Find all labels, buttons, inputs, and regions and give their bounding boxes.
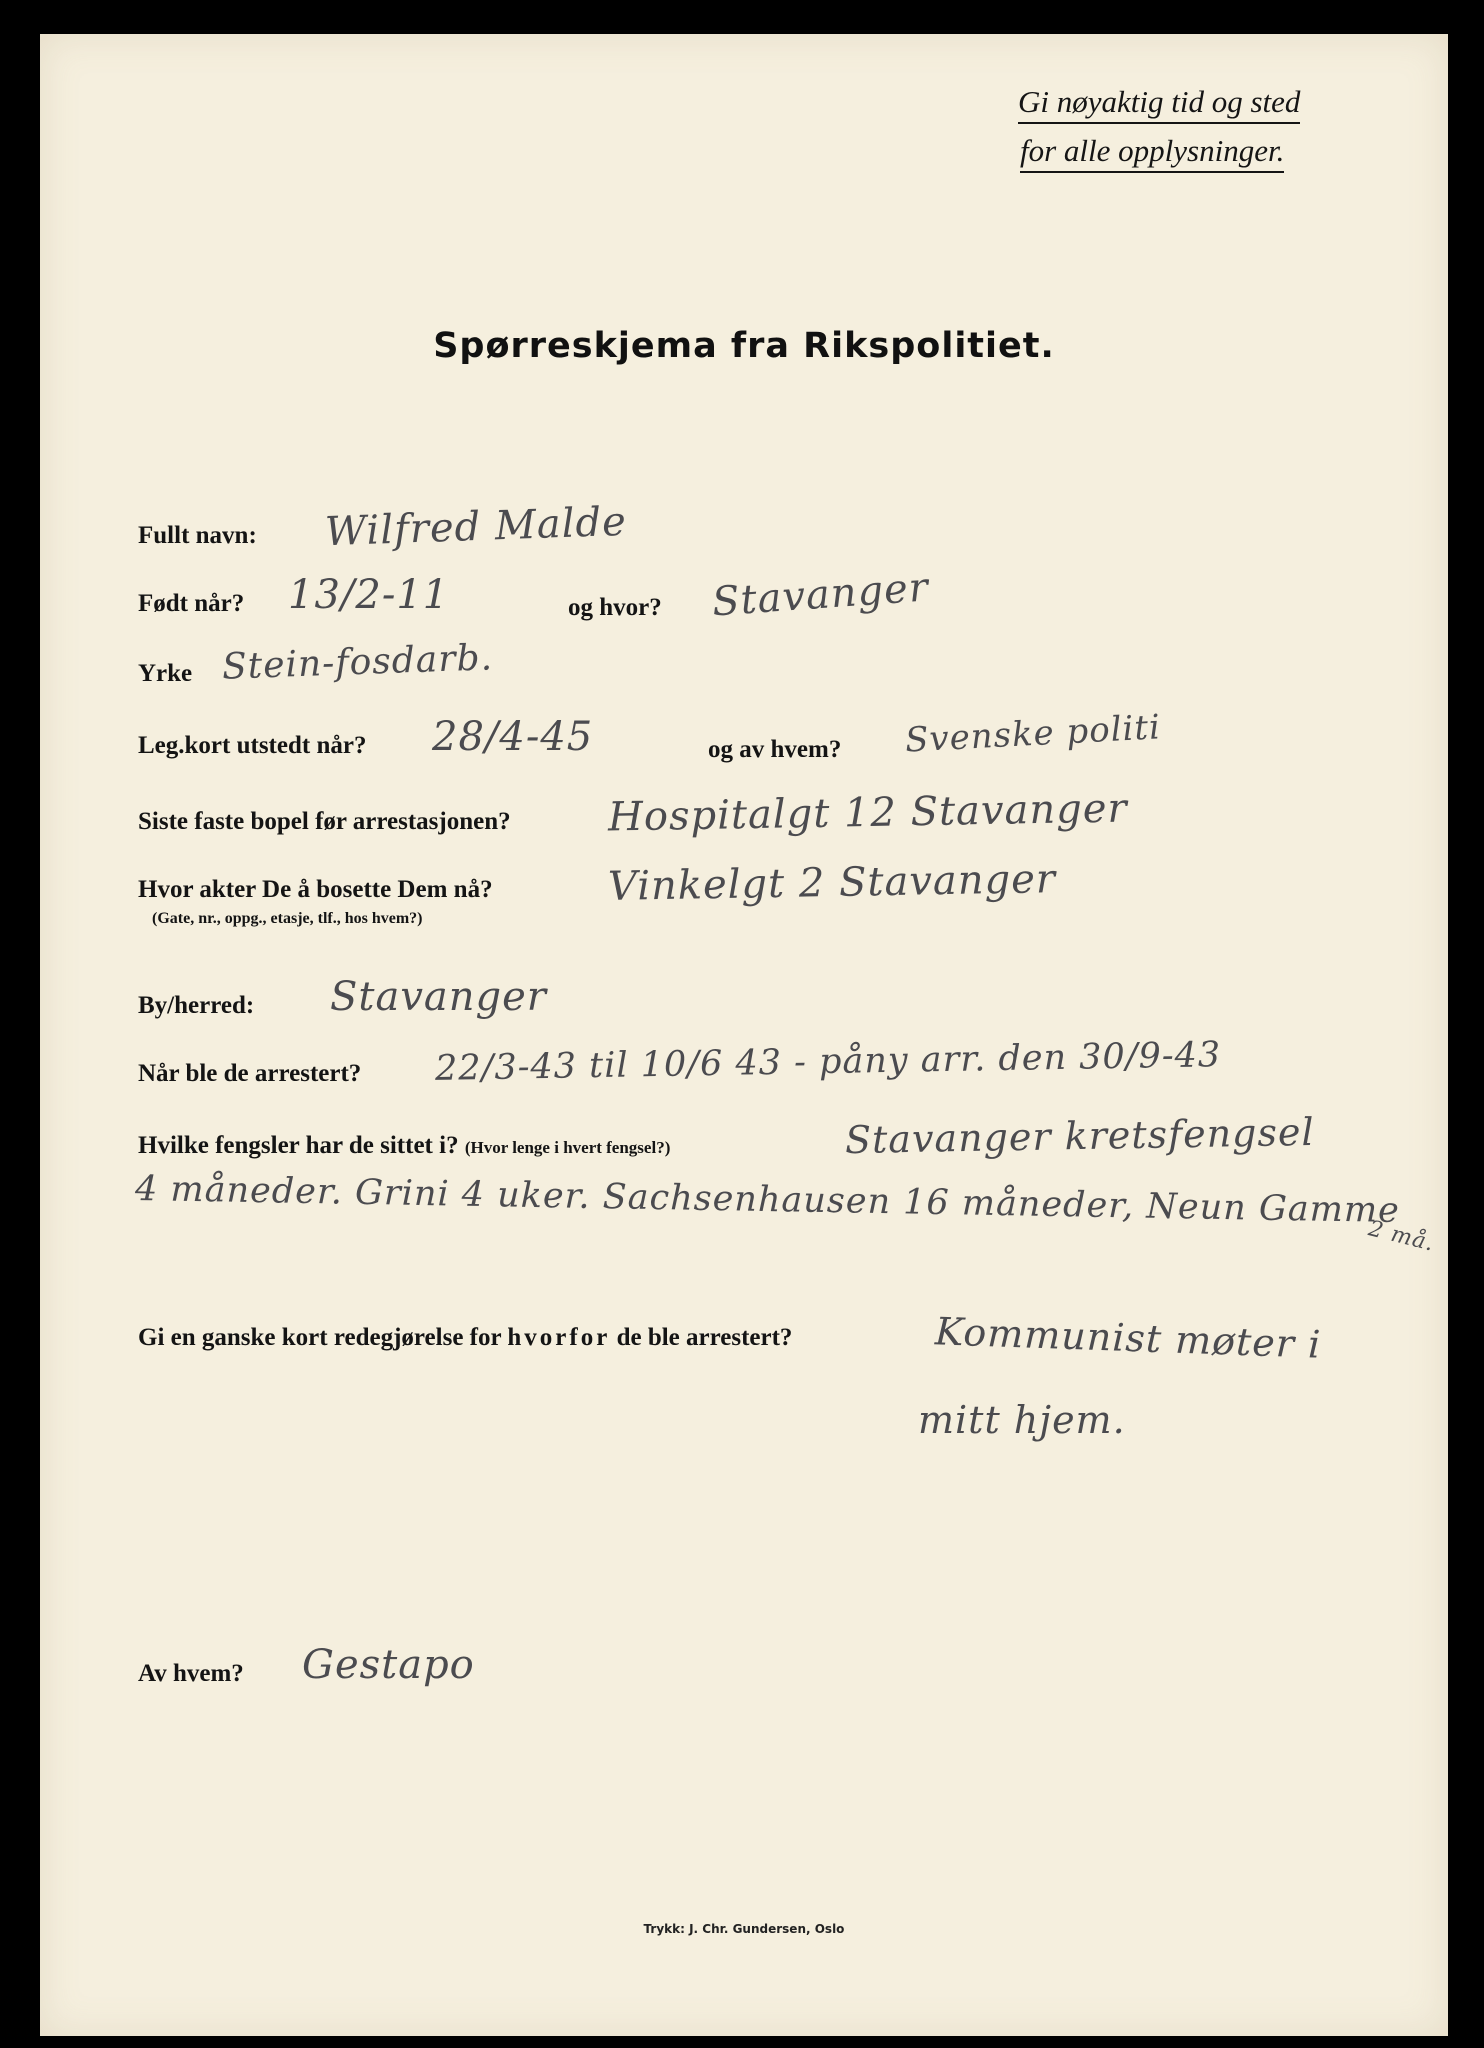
municipality-value: Stavanger — [330, 974, 547, 1020]
prisons-label — [138, 1132, 670, 1160]
legcard-when-label: Leg.kort utstedt når? — [138, 732, 367, 759]
occupation-label: Yrke — [138, 660, 193, 687]
arrested-when-value: 22/3-43 til 10/6 43 - påny arr. den 30/9-43 — [434, 1035, 1222, 1089]
municipality-label: By/herred: — [138, 992, 255, 1019]
printer-imprint: Trykk: J. Chr. Gundersen, Oslo — [643, 1922, 845, 1936]
reason-label — [138, 1324, 792, 1352]
full-name-label: Fullt navn: — [138, 522, 257, 549]
born-where-value: Stavanger — [710, 564, 931, 626]
reason-label-pre: Gi en ganske kort redegjørelse for — [138, 1324, 502, 1351]
settle-sublabel: (Gate, nr., oppg., etasje, tlf., hos hvem?) — [152, 910, 423, 927]
born-when-label: Født når? — [138, 590, 245, 617]
prisons-value-margin: 2 må. — [1365, 1216, 1437, 1257]
by-whom-label: Av hvem? — [138, 1660, 244, 1687]
questionnaire-page — [40, 34, 1448, 2036]
born-where-label: og hvor? — [568, 594, 662, 621]
settle-value: Vinkelgt 2 Stavanger — [607, 856, 1057, 910]
reason-label-emphasis: hvorfor — [507, 1324, 611, 1351]
prisons-value-line-1: Stavanger kretsfengsel — [844, 1109, 1315, 1163]
legcard-when-value: 28/4-45 — [432, 714, 594, 760]
by-whom-value: Gestapo — [302, 1642, 475, 1688]
arrested-when-label: Når ble de arrestert? — [138, 1060, 362, 1087]
instruction-note-line-2: for alle opplysninger. — [1020, 133, 1284, 173]
form-title: Spørreskjema fra Rikspolitiet. — [433, 326, 1055, 366]
reason-value-line-2: mitt hjem. — [918, 1398, 1126, 1442]
born-when-value: 13/2-11 — [288, 572, 450, 618]
instruction-note-line-1: Gi nøyaktig tid og sted — [1018, 84, 1300, 124]
occupation-value: Stein-fosdarb. — [221, 637, 494, 688]
full-name-value: Wilfred Malde — [324, 498, 628, 556]
prisons-value-line-2: 4 måneder. Grini 4 uker. Sachsenhausen 16 måneder, Neun Gamme — [134, 1168, 1401, 1232]
prisons-label-text: Hvilke fengsler har de sittet i? — [138, 1132, 459, 1159]
last-address-label: Siste faste bopel før arrestasjonen? — [138, 808, 511, 835]
reason-label-post: de ble arrestert? — [616, 1324, 793, 1351]
legcard-by-label: og av hvem? — [708, 736, 842, 763]
last-address-value: Hospitalgt 12 Stavanger — [607, 785, 1128, 841]
reason-value-line-1: Kommunist møter i — [934, 1309, 1322, 1367]
settle-label: Hvor akter De å bosette Dem nå? — [138, 876, 493, 903]
legcard-by-value: Svenske politi — [904, 707, 1162, 761]
prisons-sublabel: (Hvor lenge i hvert fengsel?) — [464, 1138, 671, 1157]
